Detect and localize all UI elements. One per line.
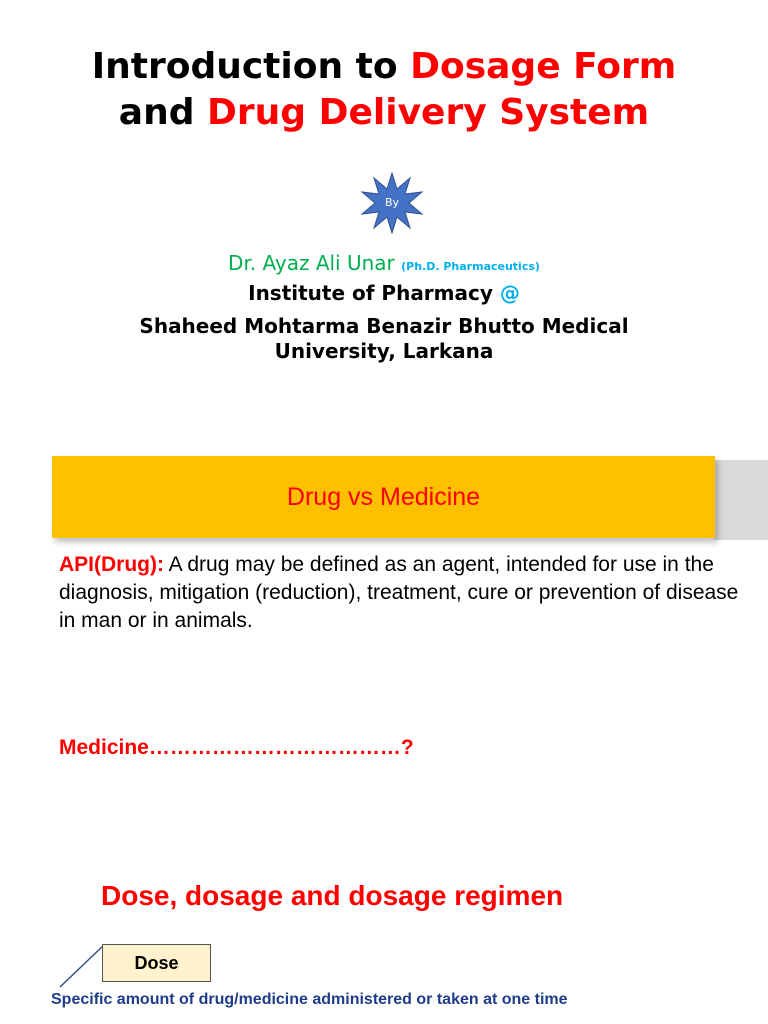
university-line-1: Shaheed Mohtarma Benazir Bhutto Medical	[139, 314, 629, 338]
badge-label: By	[384, 196, 400, 209]
institute-name: Institute of Pharmacy	[248, 281, 500, 305]
api-text: A drug may be defined as an agent, intended for use in the diagnosis, mitigation (reduction), treatment, cure or prevention of disease in man or in animals.	[59, 553, 739, 632]
at-sign: @	[499, 281, 520, 305]
banner-shadow	[714, 460, 768, 540]
title-line-1	[0, 44, 768, 90]
author-line	[0, 251, 768, 275]
slide-title	[0, 44, 768, 136]
university-name	[0, 314, 768, 364]
dose-section-heading: Dose, dosage and dosage regimen	[101, 880, 564, 911]
section-heading: Drug vs Medicine	[286, 482, 481, 511]
api-definition	[59, 551, 739, 635]
institute-line	[0, 281, 768, 305]
title-text-and: and	[118, 92, 208, 133]
author-name: Dr. Ayaz Ali Unar	[228, 251, 402, 275]
dose-box: Dose	[102, 944, 211, 982]
university-line-2: University, Larkana	[274, 339, 494, 363]
title-text-intro: Introduction to	[91, 46, 411, 87]
title-text-dosage-form: Dosage Form	[410, 46, 677, 87]
title-line-2	[0, 90, 768, 136]
author-degree: (Ph.D. Pharmaceutics)	[401, 260, 540, 273]
dose-description: Specific amount of drug/medicine administered or taken at one time	[51, 991, 568, 1008]
title-text-drug-delivery: Drug Delivery System	[207, 92, 650, 133]
connector-line	[58, 944, 106, 988]
medicine-prompt: Medicine………………………………?	[59, 736, 414, 759]
api-label: API(Drug):	[59, 553, 164, 576]
section-banner	[52, 456, 715, 538]
